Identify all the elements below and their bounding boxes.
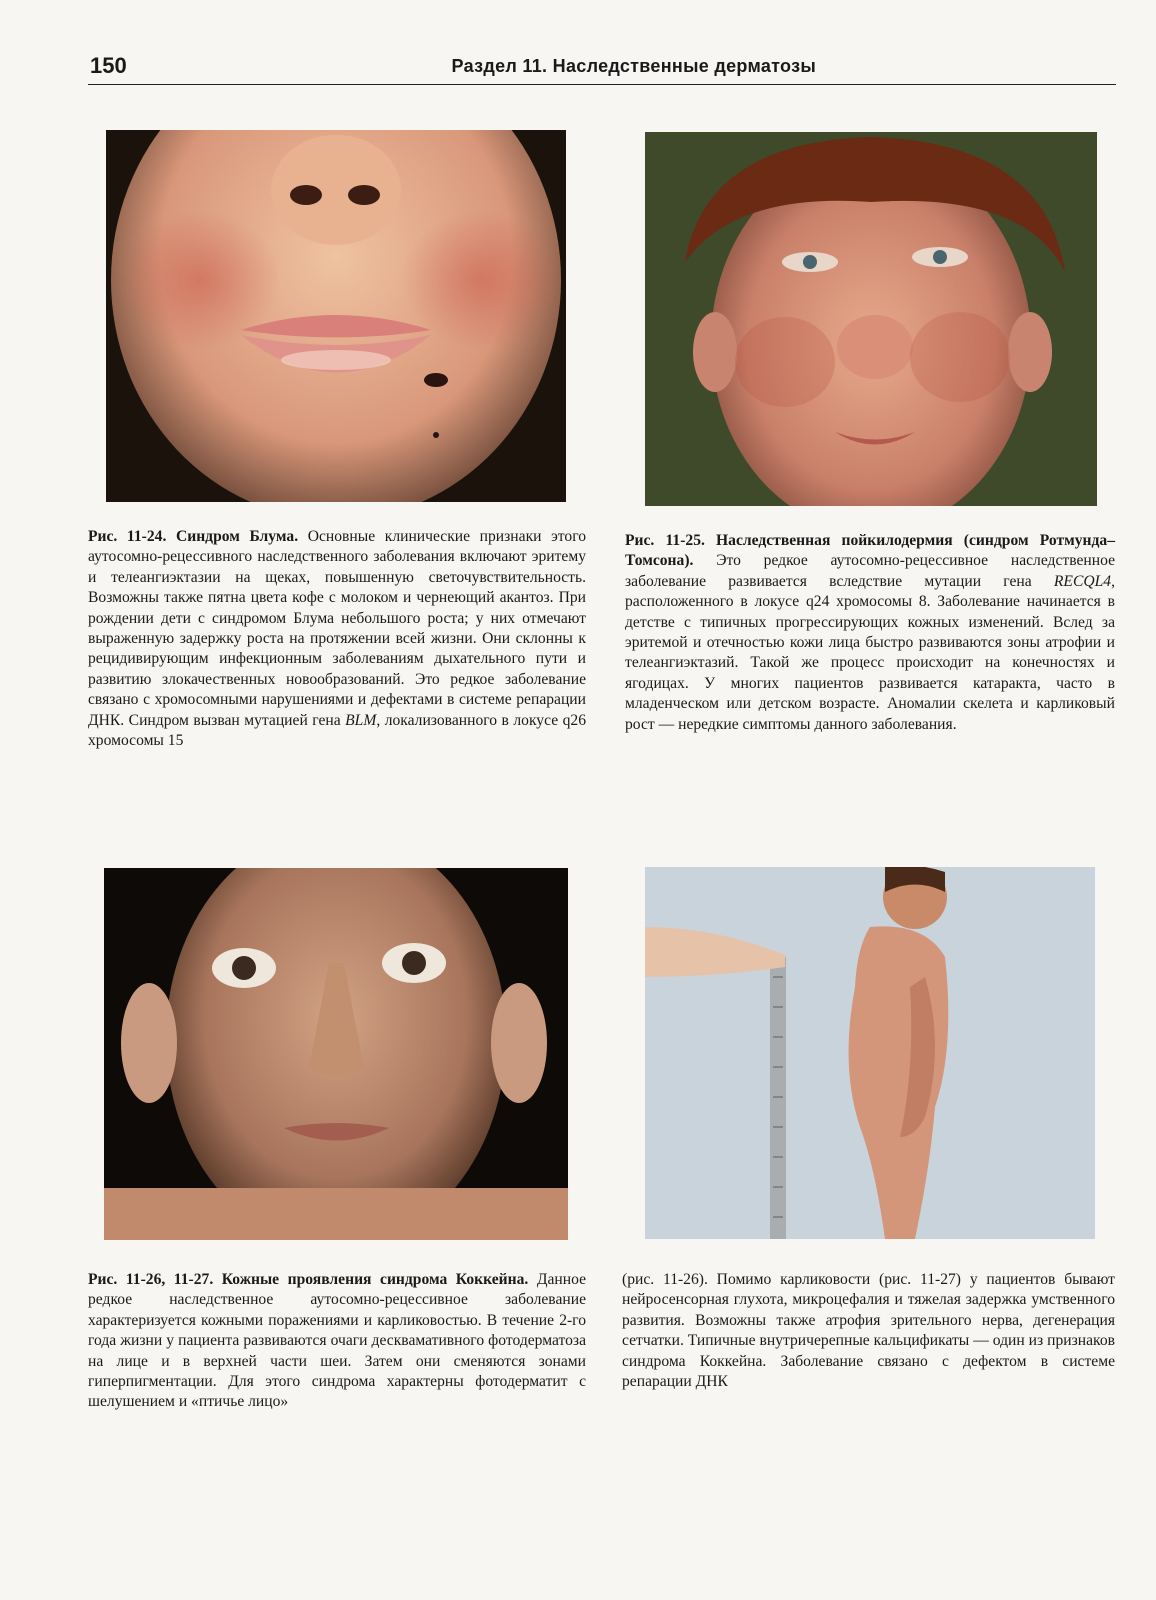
photo-cockayne-dwarfism — [645, 867, 1095, 1239]
caption-fig-11-26-27-continued — [622, 1270, 1115, 1392]
caption-lead: Рис. 11-24. Синдром Блума. — [88, 528, 299, 545]
running-header — [88, 50, 1116, 85]
photo-rothmund-thomson — [645, 132, 1097, 506]
caption-text: Данное редкое наследственное аутосомно-рецессивное заболевание характеризуется кожными поражениями и карликовостью. В течение 2-го года жизни у пациента развиваются очаги десквамативного фотодерматоза на лице и в верхней части шеи. Затем они сменяются зонами гиперпигментации. Для этого синдрома характерны фотодерматит с шелушением и «птичье лицо» — [88, 1271, 586, 1411]
caption-fig-11-25 — [625, 531, 1115, 735]
caption-text: , расположенного в локусе q24 хромосомы 8. Заболевание начинается в детстве с типичных прогрессирующих кожных изменений. Вслед за эритемой и отечностью кожи лица быстро развиваются зоны атрофии и телеангиэктазий. Такой же процесс происходит на конечностях и ягодицах. У многих пациентов развивается катаракта, часто в младенческом или детском возрасте. Аномалии скелета и карликовый рост — нередкие симптомы данного заболевания. — [625, 572, 1115, 733]
caption-fig-11-24 — [88, 527, 586, 751]
section-title: Раздел 11. Наследственные дерматозы — [451, 56, 816, 76]
gene-name: BLM — [345, 711, 377, 729]
gene-name: RECQL4 — [1053, 572, 1112, 590]
page-number: 150 — [90, 53, 127, 78]
caption-lead: Рис. 11-25. Наследственная пойкилодермия (синдром Ротмунда–Томсона). — [625, 532, 1115, 570]
caption-text: Это редкое аутосомно-рецессивное наследственное заболевание развивается вследствие мутации гена — [625, 552, 1115, 590]
caption-text: Основные клинические признаки этого аутосомно-рецессивного наследственного заболевания включают эритему и телеангиэктазии на щеках, повышенную светочувствительность. Возможны также пятна цвета кофе с молоком и чернеющий акантоз. При рождении дети с синдромом Блума небольшого роста; у них отмечают выраженную задержку роста на протяжении всей жизни. Они склонны к рецидивирующим инфекционным заболеваниям дыхательного пути и развитию злокачественных новообразований. Это редкое заболевание связано с хромосомными нарушениями и дефектами в системе репарации ДНК. Синдром вызван мутацией гена — [88, 528, 586, 729]
caption-text: (рис. 11-26). Помимо карликовости (рис. 11-27) у пациентов бывают нейросенсорная глухота, микроцефалия и тяжелая задержка умственного развития. Возможны также атрофия зрительного нерва, дегенерация сетчатки. Типичные внутричерепные кальцификаты — один из признаков синдрома Коккейна. Заболевание связано с дефектом в системе репарации ДНК — [622, 1271, 1115, 1391]
caption-fig-11-26-27 — [88, 1270, 586, 1413]
photo-bloom-syndrome — [106, 130, 566, 502]
caption-text: , локализованного в локусе q26 хромосомы 15 — [88, 711, 586, 750]
caption-lead: Рис. 11-26, 11-27. Кожные проявления синдрома Коккейна. — [88, 1271, 529, 1288]
photo-cockayne-face — [104, 868, 568, 1240]
